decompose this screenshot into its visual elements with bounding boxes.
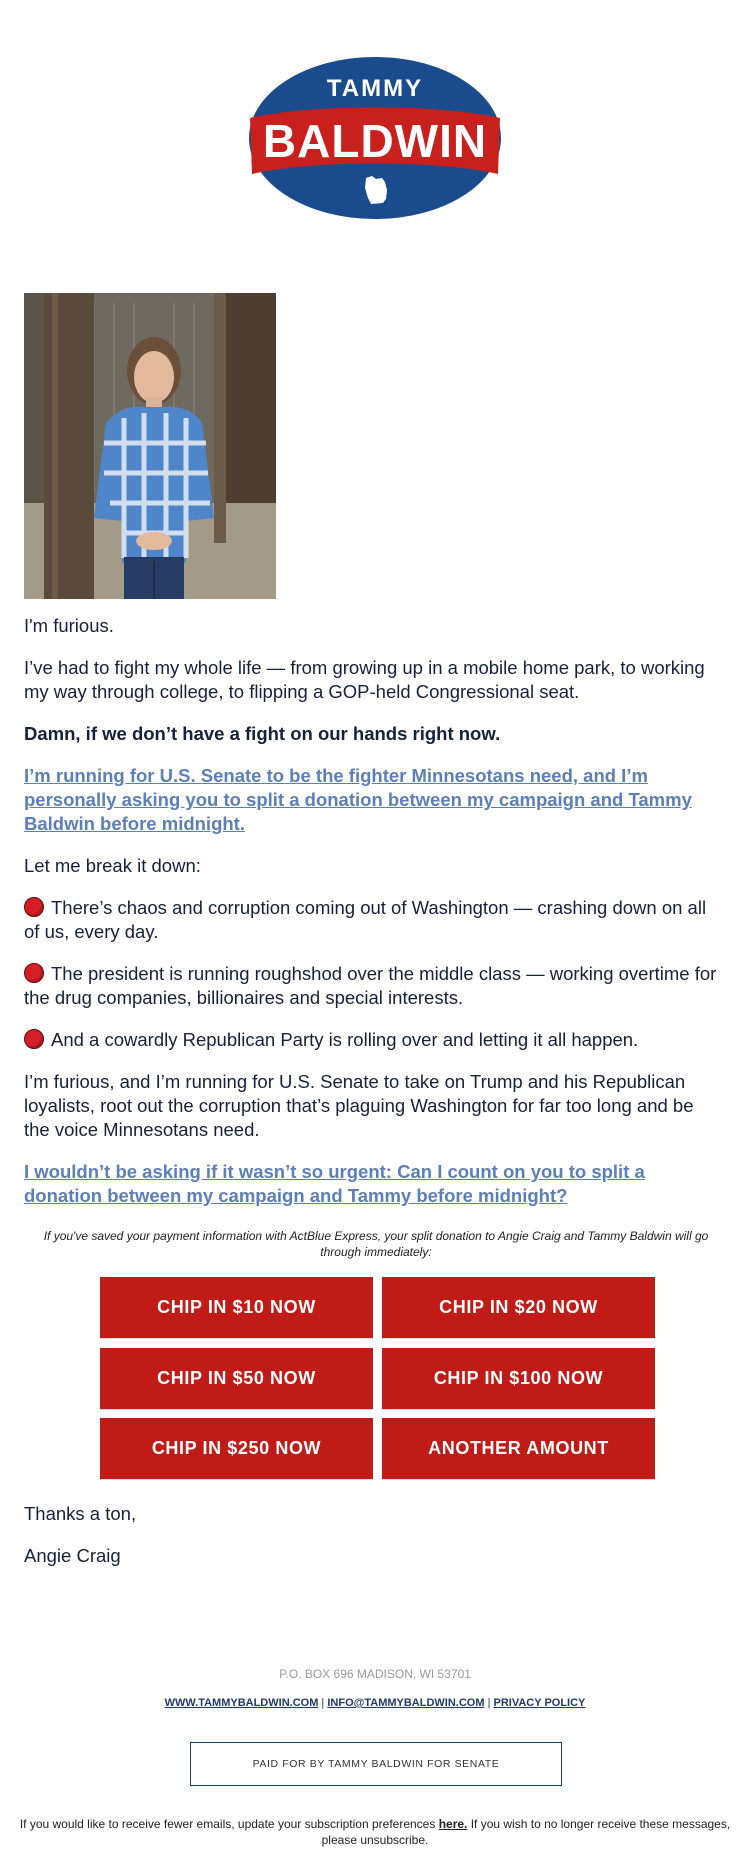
chip-in-20-button[interactable]: CHIP IN $20 NOW <box>382 1277 655 1338</box>
another-amount-button[interactable]: ANOTHER AMOUNT <box>382 1418 655 1479</box>
unsubscribe-text <box>14 1816 736 1848</box>
paragraph-link-urgent <box>24 1160 724 1208</box>
chip-in-100-button[interactable]: CHIP IN $100 NOW <box>382 1348 655 1409</box>
bullet-item <box>24 962 724 1010</box>
separator: | <box>321 1697 325 1709</box>
logo-main-text: BALDWIN <box>262 115 488 167</box>
bullet-text: And a cowardly Republican Party is rolling over and letting it all happen. <box>51 1029 639 1050</box>
signature: Angie Craig <box>24 1545 121 1566</box>
footer-address: P.O. BOX 696 MADISON, WI 53701 <box>279 1667 471 1681</box>
email-link[interactable]: INFO@TAMMYBALDWIN.COM <box>327 1697 485 1709</box>
subscription-preferences-link[interactable]: here. <box>438 1817 468 1831</box>
privacy-policy-link[interactable]: PRIVACY POLICY <box>493 1697 586 1709</box>
paid-for-disclaimer: PAID FOR BY TAMMY BALDWIN FOR SENATE <box>190 1742 562 1786</box>
footer-links <box>0 1697 750 1709</box>
paragraph-fight: Damn, if we don’t have a fight on our hands right now. <box>24 723 501 744</box>
red-circle-icon <box>24 963 44 983</box>
thanks-text: Thanks a ton, <box>24 1503 137 1524</box>
website-link[interactable]: WWW.TAMMYBALDWIN.COM <box>164 1697 319 1709</box>
email-body <box>24 614 724 1226</box>
candidate-photo <box>24 293 276 599</box>
paragraph-intro: I'm furious. <box>24 615 114 636</box>
bullet-item <box>24 896 724 944</box>
unsubscribe-text-after: If you wish to no longer receive these messages, please unsubscribe. <box>321 1817 731 1847</box>
actblue-express-note: If you've saved your payment information with ActBlue Express, your split donation to Angie Craig and Tammy Baldwin will go through immediately: <box>43 1229 709 1259</box>
closing <box>24 1502 724 1586</box>
bullet-item <box>24 1028 724 1052</box>
donate-link-urgent[interactable]: I wouldn’t be asking if it wasn’t so urgent: Can I count on you to split a donation between my campaign and Tammy before midnight? <box>24 1161 645 1206</box>
unsubscribe-text-before: If you would like to receive fewer emails, update your subscription preferences <box>19 1817 439 1831</box>
logo-top-text: TAMMY <box>326 75 424 102</box>
red-circle-icon <box>24 897 44 917</box>
paragraph-background: I’ve had to fight my whole life — from growing up in a mobile home park, to working my way through college, to flipping a GOP-held Congressional seat. <box>24 657 705 702</box>
bullet-text: There’s chaos and corruption coming out of Washington — crashing down on all of us, every day. <box>24 897 707 942</box>
campaign-logo <box>248 56 502 220</box>
paragraph-break-down: Let me break it down: <box>24 855 201 876</box>
chip-in-50-button[interactable]: CHIP IN $50 NOW <box>100 1348 373 1409</box>
red-circle-icon <box>24 1029 44 1049</box>
chip-in-250-button[interactable]: CHIP IN $250 NOW <box>100 1418 373 1479</box>
chip-in-10-button[interactable]: CHIP IN $10 NOW <box>100 1277 373 1338</box>
bullet-text: The president is running roughshod over the middle class — working overtime for the drug companies, billionaires and special interests. <box>24 963 717 1008</box>
donate-link-ask[interactable]: I’m running for U.S. Senate to be the fighter Minnesotans need, and I’m personally asking you to split a donation between my campaign and Tammy Baldwin before midnight. <box>24 765 692 834</box>
paragraph-furious: I’m furious, and I’m running for U.S. Senate to take on Trump and his Republican loyalists, root out the corruption that’s plaguing Washington for far too long and be the voice Minnesotans need. <box>24 1071 694 1140</box>
paragraph-link-ask <box>24 764 724 836</box>
candidate-portrait-photo <box>24 293 276 599</box>
tammy-baldwin-logo-icon <box>248 56 502 220</box>
separator: | <box>487 1697 491 1709</box>
